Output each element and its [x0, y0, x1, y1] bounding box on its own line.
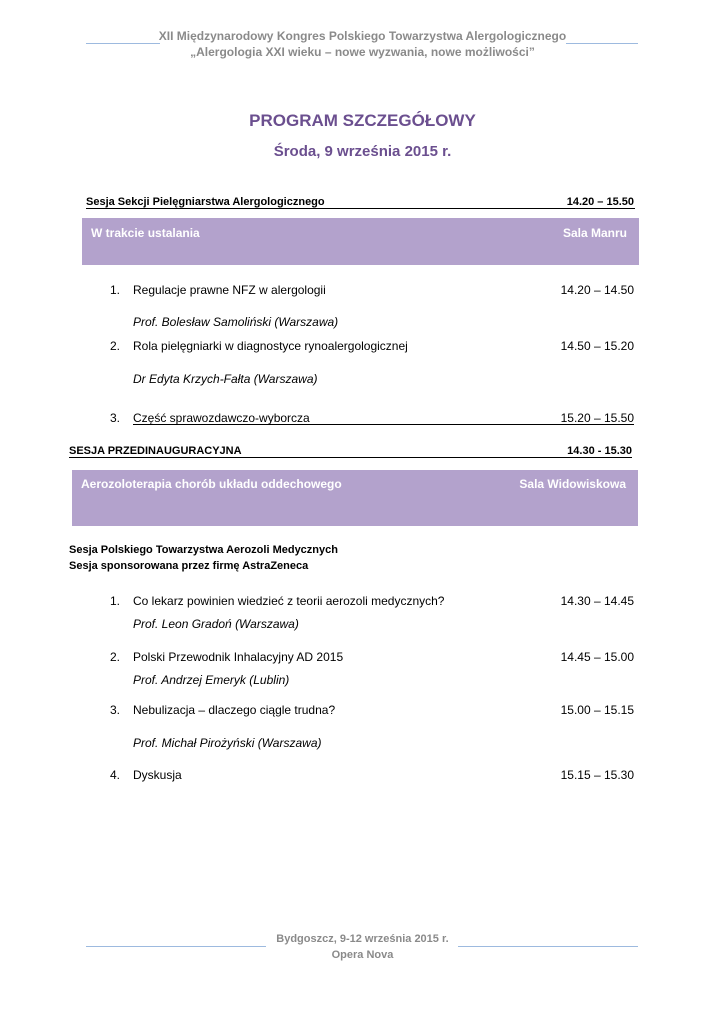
session1-band-left: W trakcie ustalania: [91, 226, 200, 240]
session2-band-left: Aerozoloterapia chorób układu oddechowego: [81, 477, 342, 491]
session2-title-text: SESJA PRZEDINAUGURACYJNA: [69, 445, 242, 457]
footer-line-2: Opera Nova: [331, 949, 394, 961]
item-time: 15.20 – 15.50: [560, 411, 634, 425]
item-speaker: Prof. Leon Gradoń (Warszawa): [133, 617, 299, 631]
item-speaker: Prof. Bolesław Samoliński (Warszawa): [133, 315, 339, 329]
item-time: 14.30 – 14.45: [560, 594, 634, 608]
session2-time: 14.30 - 15.30: [567, 445, 632, 457]
item-time: 14.50 – 15.20: [560, 339, 634, 353]
item-number: 1.: [109, 594, 120, 608]
item-title: Dyskusja: [133, 768, 182, 782]
item-time: 15.15 – 15.30: [560, 768, 634, 782]
item-time: 14.20 – 14.50: [560, 283, 634, 297]
program-title: PROGRAM SZCZEGÓŁOWY: [249, 111, 476, 130]
item-number: 3.: [109, 411, 120, 425]
session1-band-right: Sala Manru: [562, 226, 627, 240]
session1-time: 14.20 – 15.50: [566, 196, 634, 208]
session2-subtitle-1: Sesja Polskiego Towarzystwa Aerozoli Medycznych: [69, 544, 338, 556]
date-heading: Środa, 9 września 2015 r.: [273, 143, 452, 160]
item-title: Polski Przewodnik Inhalacyjny AD 2015: [133, 650, 344, 664]
item-title: Regulacje prawne NFZ w alergologii: [133, 283, 326, 297]
session1-title-text: Sesja Sekcji Pielęgniarstwa Alergologicznego: [86, 196, 325, 208]
item-title: Co lekarz powinien wiedzieć z teorii aerozoli medycznych?: [133, 594, 445, 608]
item-number: 2.: [109, 650, 120, 664]
item-number: 4.: [109, 768, 120, 782]
item-speaker: Prof. Michał Pirożyński (Warszawa): [133, 736, 322, 750]
item-time: 15.00 – 15.15: [560, 703, 634, 717]
session2-band-right: Sala Widowiskowa: [519, 477, 626, 491]
item-speaker: Dr Edyta Krzych-Fałta (Warszawa): [133, 372, 318, 386]
session2-subtitle-2: Sesja sponsorowana przez firmę AstraZeneca: [69, 560, 309, 572]
item-title: Nebulizacja – dlaczego ciągle trudna?: [133, 703, 336, 717]
item-title: Rola pielęgniarki w diagnostyce rynoalergologicznej: [133, 339, 408, 353]
item-number: 1.: [109, 283, 120, 297]
item-number: 3.: [109, 703, 120, 717]
item-speaker: Prof. Andrzej Emeryk (Lublin): [133, 673, 290, 687]
footer-line-1: Bydgoszcz, 9-12 września 2015 r.: [276, 933, 449, 945]
header-line-2: „Alergologia XXI wieku – nowe wyzwania, nowe możliwości”: [190, 45, 535, 59]
item-title: Część sprawozdawczo-wyborcza: [133, 411, 310, 425]
header-line-1: XII Międzynarodowy Kongres Polskiego Towarzystwa Alergologicznego: [158, 29, 567, 43]
item-number: 2.: [109, 339, 120, 353]
item-time: 14.45 – 15.00: [560, 650, 634, 664]
